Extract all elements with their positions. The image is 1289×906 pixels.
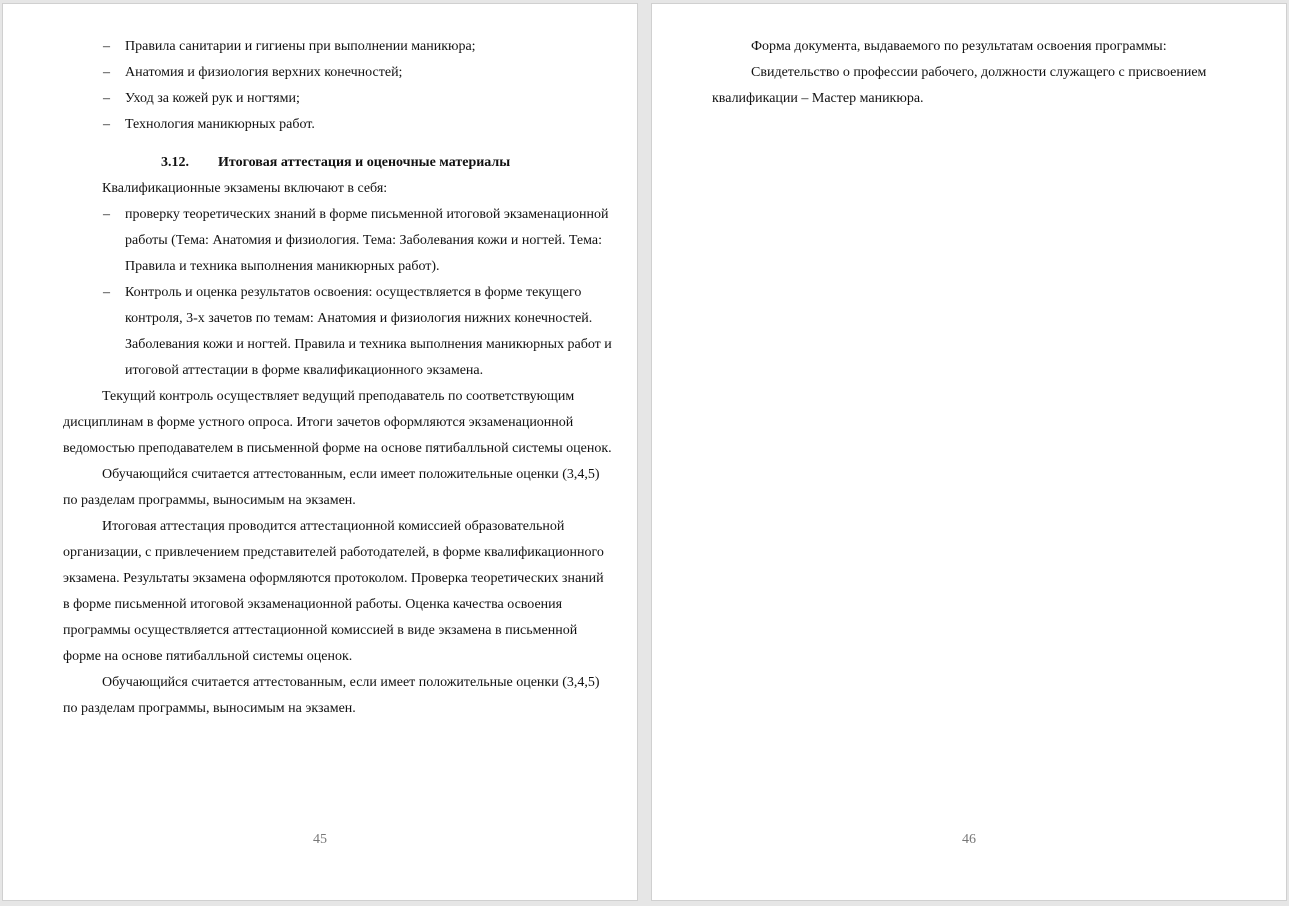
list-item: – Технология маникюрных работ. [63,112,613,138]
dash-marker: – [103,91,110,106]
list-item: – Правила санитарии и гигиены при выполнении маникюра; [63,34,613,60]
page-46 [651,3,1287,901]
paragraph: Обучающийся считается аттестованным, если имеет положительные оценки (3,4,5) по разделам программы, выносимым на экзамен. [63,675,600,716]
page-number: 45 [313,832,327,847]
list-item: – Контроль и оценка результатов освоения: осуществляется в форме текущего контроля, 3-х зачетов по темам: Анатомия и физиология нижних конечностей. Заболевания кожи и ногтей. Правила и техника выполнения маникюрных работ и итоговой аттестации в форме квалификационного экзамена. [63,280,613,384]
section-title: Итоговая аттестация и оценочные материалы [218,155,511,170]
dash-marker: – [103,207,110,222]
list-item: – Уход за кожей рук и ногтями; [63,86,613,112]
paragraph: Свидетельство о профессии рабочего, должности служащего с присвоением квалификации – Мастер маникюра. [712,65,1207,106]
paragraph: Обучающийся считается аттестованным, если имеет положительные оценки (3,4,5) по разделам программы, выносимым на экзамен. [63,467,600,508]
dash-marker: – [103,65,110,80]
list-item: – проверку теоретических знаний в форме письменной итоговой экзаменационной работы (Тема: Анатомия и физиология. Тема: Заболевания кожи и ногтей. Тема: Правила и техника выполнения маникюрных работ). [63,202,613,280]
page-content [712,34,1247,112]
paragraph: Форма документа, выдаваемого по результатам освоения программы: [751,39,1167,54]
section-number: 3.12. [161,155,189,170]
paragraph: Итоговая аттестация проводится аттестационной комиссией образовательной организации, с привлечением представителей работодателей, в форме квалификационного экзамена. Результаты экзамена оформляются протоколом. Проверка теоретических знаний в форме письменной итоговой экзаменационной работы. Оценка качества освоения программы осуществляется аттестационной комиссией в виде экзамена в письменной форме на основе пятибалльной системы оценок. [63,519,604,664]
dash-marker: – [103,285,110,300]
subject-list [63,34,613,138]
dash-marker: – [103,117,110,132]
dash-marker: – [103,39,110,54]
page-number: 46 [962,832,976,847]
page-45 [2,3,638,901]
paragraph: Текущий контроль осуществляет ведущий преподаватель по соответствующим дисциплинам в форме устного опроса. Итоги зачетов оформляются экзаменационной ведомостью преподавателем в письменной форме на основе пятибалльной системы оценок. [63,389,612,456]
section-heading [63,150,613,176]
exam-intro: Квалификационные экзамены включают в себя: [102,181,388,196]
page-content [63,34,613,722]
list-item: – Анатомия и физиология верхних конечностей; [63,60,613,86]
exam-list [63,202,613,384]
